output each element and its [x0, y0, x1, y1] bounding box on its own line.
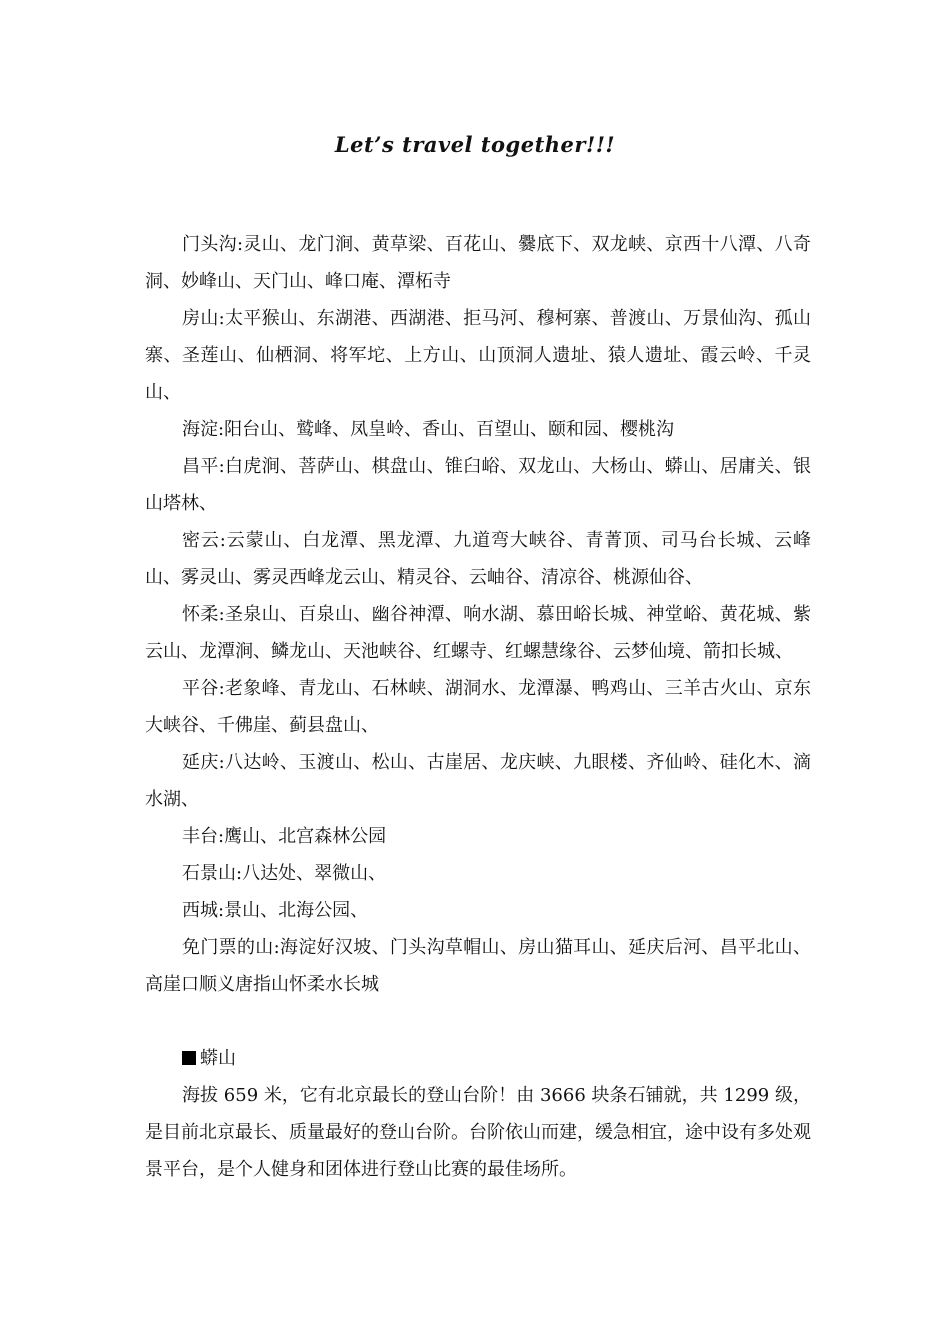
section-heading — [145, 1040, 811, 1077]
document-body — [145, 226, 811, 1188]
district-paragraph-fengtai: 丰台:鹰山、北宫森林公园 — [182, 826, 387, 847]
district-paragraph-shijingshan: 石景山:八达处、翠微山、 — [182, 863, 387, 884]
district-paragraph-changping: 昌平:白虎涧、菩萨山、棋盘山、锥臼峪、双龙山、大杨山、蟒山、居庸关、银山塔林、 — [145, 456, 811, 514]
district-paragraph-mentougou: 门头沟:灵山、龙门涧、黄草梁、百花山、爨底下、双龙峡、京西十八潭、八奇洞、妙峰山、天门山、峰口庵、潭柘寺 — [145, 234, 811, 292]
paragraph-spacer — [145, 1003, 811, 1040]
district-paragraph-yanqing: 延庆:八达岭、玉渡山、松山、古崖居、龙庆峡、九眼楼、齐仙岭、硅化木、滴水湖、 — [145, 752, 811, 810]
section-body-paragraph: 海拔 659 米，它有北京最长的登山台阶！由 3666 块条石铺就，共 1299 级，是目前北京最长、质量最好的登山台阶。台阶依山而建，缓急相宜，途中设有多处观景平台，是个人健身和团体进行登山比赛的最佳场所。 — [145, 1085, 811, 1180]
free-admission-paragraph: 免门票的山:海淀好汉坡、门头沟草帽山、房山猫耳山、延庆后河、昌平北山、高崖口顺义唐指山怀柔水长城 — [145, 937, 811, 995]
document-title: Let’s travel together!!! — [334, 132, 616, 157]
district-paragraph-miyun: 密云:云蒙山、白龙潭、黑龙潭、九道弯大峡谷、青菁顶、司马台长城、云峰山、雾灵山、雾灵西峰龙云山、精灵谷、云岫谷、清凉谷、桃源仙谷、 — [145, 530, 811, 588]
district-paragraph-haidian: 海淀:阳台山、鹫峰、凤皇岭、香山、百望山、颐和园、樱桃沟 — [182, 419, 675, 440]
district-paragraph-huairou: 怀柔:圣泉山、百泉山、幽谷神潭、响水湖、慕田峪长城、神堂峪、黄花城、紫云山、龙潭涧、鳞龙山、天池峡谷、红螺寺、红螺慧缘谷、云梦仙境、箭扣长城、 — [145, 604, 811, 662]
section-heading-text: 蟒山 — [200, 1048, 236, 1069]
district-paragraph-xicheng: 西城:景山、北海公园、 — [182, 900, 369, 921]
square-bullet-icon — [182, 1051, 196, 1065]
district-paragraph-pinggu: 平谷:老象峰、青龙山、石林峡、湖洞水、龙潭瀑、鸭鸡山、三羊古火山、京东大峡谷、千佛崖、蓟县盘山、 — [145, 678, 811, 736]
district-paragraph-fangshan: 房山:太平猴山、东湖港、西湖港、拒马河、穆柯寨、普渡山、万景仙沟、孤山寨、圣莲山、仙栖洞、将军坨、上方山、山顶洞人遗址、猿人遗址、霞云岭、千灵山、 — [145, 308, 811, 403]
